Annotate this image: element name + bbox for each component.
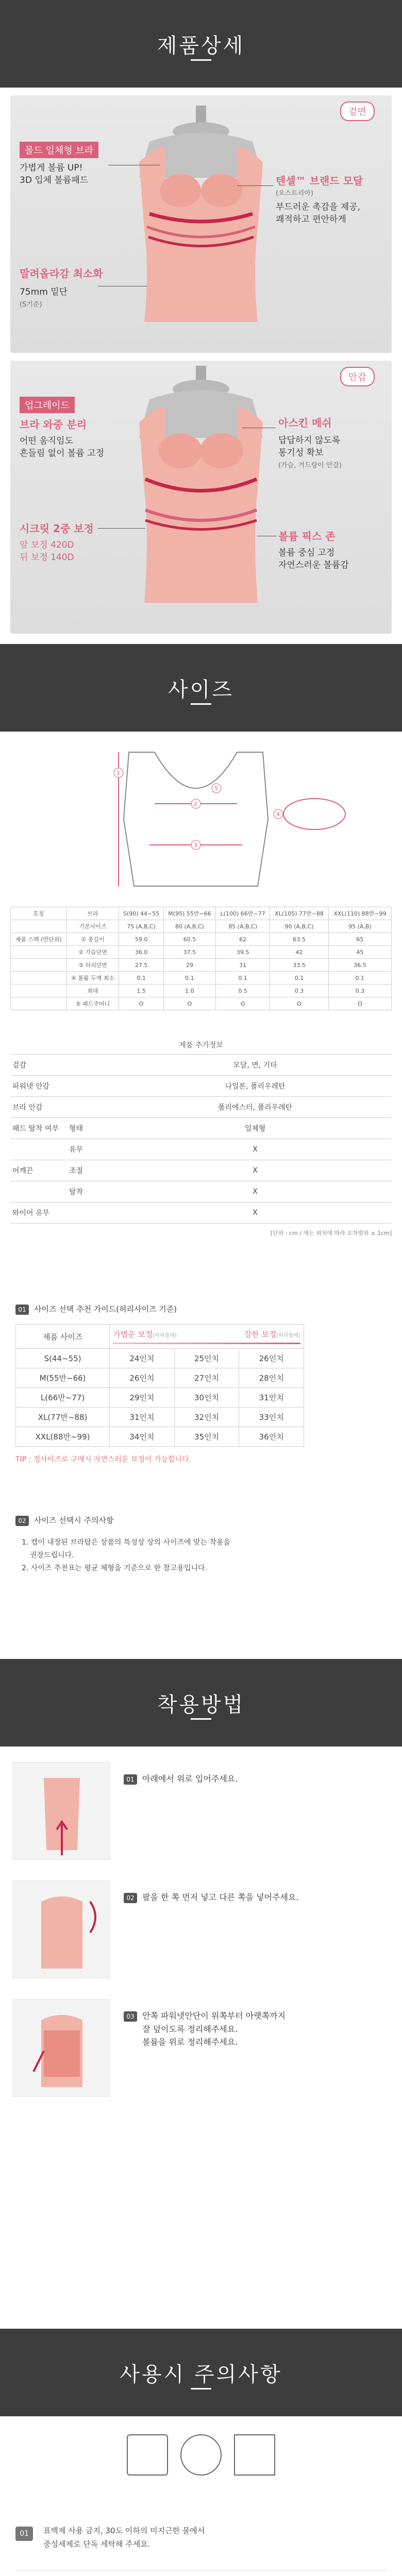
finish-desc: 75mm 밑단 [20,287,68,297]
list-item: 01 표백제 사용 금지, 30도 이하의 미지근한 물에서 중성세제로 단독 세탁해 주세요. [15,2524,387,2571]
upgrade-title: 브라 와중 분리 [20,418,87,431]
step-number: 02 [124,1893,137,1903]
table-row: XXL(88반~99) 34인치 35인치 36인치 [16,1427,304,1447]
volume-callout [278,528,349,572]
title-underline [191,703,211,705]
table-row: 브라 안감 폴리에스터, 폴리우레탄 [10,1097,392,1118]
no-bleach-icon [234,2434,275,2476]
step-desc: 안쪽 파워넷안단이 위쪽부터 아랫쪽까지 [142,2011,286,2021]
list-item: 2. 사이즈 추천표는 평균 체형을 기준으로 한 참고용입니다. [22,1564,208,1573]
fabric-callout [276,173,363,226]
size-notes-title: 사이즈 선택시 주의사항 [34,1516,114,1525]
fabric-name: 텐셀™ 브랜드 모달 [276,175,363,187]
seamless-callout [20,520,94,564]
howto-steps [0,1762,402,2133]
upgrade-desc-2: 흔들림 없이 볼륨 고정 [20,448,105,459]
table-row: 파워넷 안감 나일론, 폴리우레탄 [10,1076,392,1097]
table-row: ④ 볼륨 두께 최소 0.1 0.1 0.1 0.1 0.1 [11,972,392,985]
bra-tag: 몰드 일체형 브라 [20,142,98,158]
mesh-desc-1: 답답하지 않도록 [278,435,341,446]
header-cell: M(95) 55반~66 [163,907,215,920]
mesh-callout [278,415,342,469]
care-icons [0,2427,402,2488]
header-cell: 제품 사이즈 [16,1325,110,1349]
table-row: L(66반~77) 29인치 30인치 31인치 [16,1388,304,1408]
mesh-desc-2: 통기성 확보 [278,447,324,458]
caution-list [0,2524,402,2576]
title-underline [191,59,211,61]
header-cell: 브라 [66,907,119,920]
list-item: 1. 캡이 내장된 브라탑은 상품의 특성상 상의 사이즈에 맞는 착용을 [22,1538,231,1547]
header-cell: XL(105) 77반~88 [270,907,329,920]
table-row: ② 가슴단면 36.0 37.5 39.5 42 45 [11,946,392,959]
table-row: 와이어 유무 X [10,1202,392,1224]
svg-text:4: 4 [276,811,280,818]
volume-title: 볼륨 픽스 존 [278,530,336,543]
step-number: 01 [124,1774,137,1785]
step-desc: 잘 덮이도록 정리해주세요. [142,2024,238,2034]
step-desc: 볼륨을 위로 정리해주세요. [142,2037,238,2047]
front-photo-panel [10,95,392,353]
seamless-desc-1: 앞 보정 420D [20,540,74,550]
finish-sub: (S기준) [20,300,42,309]
table-row: 패드 탈착 여부 형태 일체형 [10,1118,392,1139]
fabric-origin: (오스트리아) [276,190,313,197]
table-row: 최대 1.5 1.0 0.5 0.3 0.3 [11,985,392,997]
step-number: 03 [124,2011,137,2022]
bra-desc-2: 3D 입체 볼륨패드 [20,175,89,185]
care-icon-row [103,2427,299,2483]
header-cell: XXL(110) 88반~99 [328,907,391,920]
list-item: 권장드립니다. [30,1551,74,1560]
no-dryer-icon [180,2434,222,2476]
intensity-arrow [113,1343,300,1344]
size-notes-section [0,1515,402,1575]
bra-desc-1: 가볍게 볼륨 UP! [20,163,83,173]
step-3-text [124,2009,286,2049]
title-underline [191,2388,211,2389]
wash-30-icon [127,2434,168,2476]
mesh-title: 아스킨 메쉬 [278,417,332,429]
header-cell: 호칭 [11,907,66,920]
outer-badge: 겉면 [340,101,375,121]
step-3-image [12,1999,110,2097]
finish-callout [20,265,103,309]
upgrade-desc-1: 어떤 움직임도 [20,436,73,446]
inner-badge: 안감 [340,367,375,386]
recommend-badge: 01 [15,1304,29,1315]
size-notes-list [22,1536,402,1575]
inner-photo-panel [10,361,392,634]
svg-text:5: 5 [214,785,218,792]
table-row: S(44~55) 24인치 25인치 26인치 [16,1349,304,1368]
recommend-table [15,1324,304,1447]
size-notes-badge: 02 [15,1516,29,1526]
step-desc: 팔을 한 쪽 먼저 넣고 다른 쪽을 넣어주세요. [142,1892,299,1902]
header-cell: S(90) 44~55 [119,907,163,920]
extra-info-title: 제품 추가정보 [10,1036,392,1055]
svg-text:3: 3 [194,842,197,849]
step-desc: 아래에서 위로 입어주세요. [142,1774,238,1784]
caution-title: 사용시 주의사항 [120,2362,282,2386]
table-row: 기본사이즈 75 (A,B,C) 80 (A,B,C) 85 (A,B,C) 90 (A,B,C) 95 (A,B) [11,920,392,933]
size-banner [0,644,402,732]
fabric-line [237,185,273,186]
seamless-line [98,528,145,529]
fabric-desc-2: 쾌적하고 편안하게 [276,214,346,225]
garment-measure-diagram [0,742,402,896]
volume-desc-1: 볼륨 중심 고정 [278,548,335,558]
table-row: XL(77반~88) 31인치 32인치 33인치 [16,1408,304,1427]
extra-info-section [0,1036,402,1237]
details-banner [0,0,402,88]
size-diagram [0,742,402,896]
tip-text: TIP : 정사이즈로 구매시 자연스러운 보정이 가능합니다. [15,1455,191,1464]
header-cell: 가볍운 보정(허리둘레) 강한 보정(허리둘레) [110,1325,304,1349]
seamless-desc-2: 뒤 보정 140D [20,552,74,563]
size-notes-heading [15,1515,402,1526]
recommend-title: 사이즈 선택 추천 가이드(허리사이즈 기준) [34,1304,177,1314]
title-underline [191,1718,211,1720]
upgrade-callout [20,397,104,460]
recommend-heading [15,1303,402,1315]
table-header [11,907,392,920]
table-header [16,1325,304,1349]
unit-note: [단위 : cm / 재는 위치에 따라 오차범위 ± 1cm] [270,1230,392,1236]
table-row: ⑤ 패드주머니 O O O O O [11,997,392,1010]
step-2-text [124,1891,298,1904]
bra-callout [20,142,98,187]
table-row: 유무 X [10,1139,392,1160]
recommend-section [0,1303,402,1464]
step-1-text [124,1772,238,1786]
caution-banner [0,2329,402,2416]
table-row: ③ 허리단면 27.5 29 31 33.5 36.5 [11,959,392,972]
table-row: 탈착 X [10,1181,392,1202]
mesh-sub: (가슴, 겨드랑이 안감) [278,461,342,469]
upgrade-tag: 업그레이드 [20,397,75,413]
table-row: M(55반~66) 26인치 27인치 28인치 [16,1368,304,1388]
step-1-image [12,1762,110,1860]
size-spec-section [0,907,402,1010]
table-row: 제품 스펙 (반단위) ① 총길이 59.0 60.5 62 63.5 65 [11,933,392,946]
size-spec-table [10,907,392,1010]
fabric-desc-1: 부드러운 촉감을 제공, [276,202,361,212]
volume-desc-2: 자연스러운 볼륨감 [278,560,349,570]
finish-name: 말려올라감 최소화 [20,267,103,280]
table-row: 겉감 모달, 면, 기타 [10,1055,392,1076]
extra-info-table [10,1055,392,1224]
howto-banner [0,1659,402,1747]
header-cell: L(100) 66반~77 [216,907,270,920]
step-2-image [12,1880,110,1978]
seamless-title: 시크릿 2중 보정 [20,522,94,535]
size-title: 사이즈 [168,677,234,702]
svg-text:2: 2 [194,801,197,807]
details-title: 제품상세 [157,33,245,58]
howto-title: 착용방법 [157,1692,245,1717]
svg-text:1: 1 [116,770,120,776]
table-row: 어깨끈 조절 X [10,1160,392,1181]
